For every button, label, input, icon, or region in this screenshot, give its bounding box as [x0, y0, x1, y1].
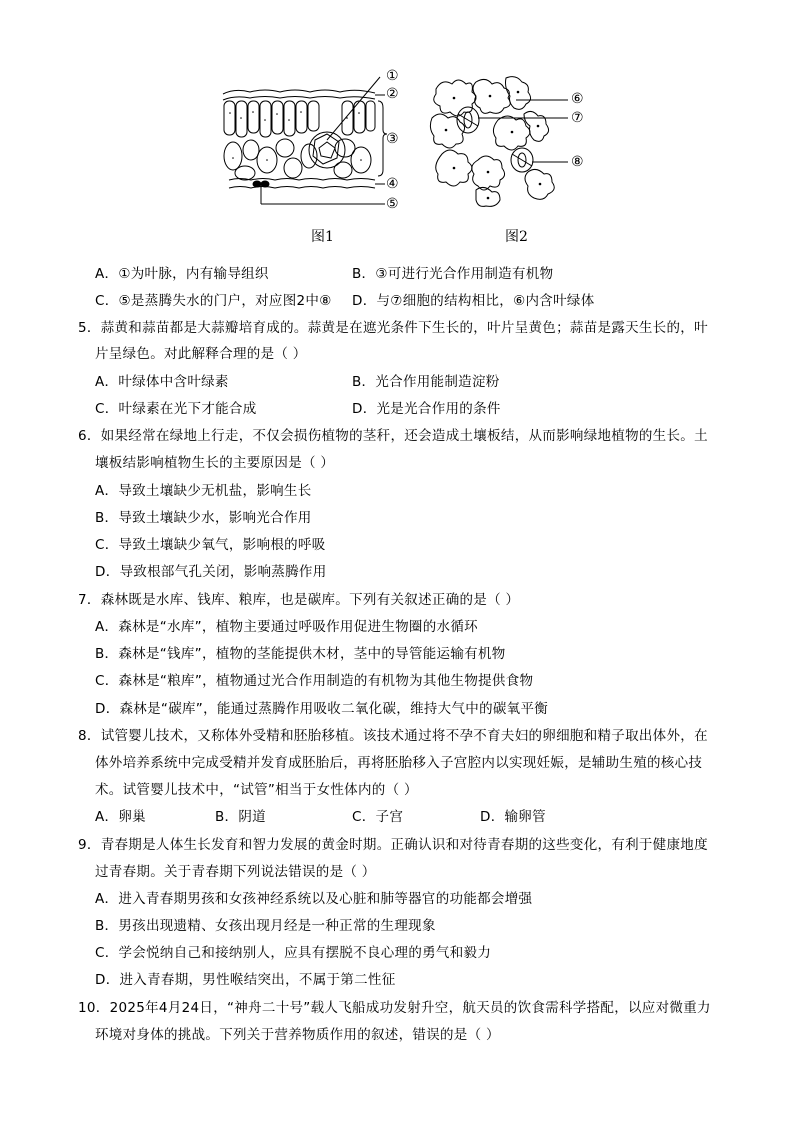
label-6: ⑥	[571, 91, 584, 107]
q6-stem-line-1: 6．如果经常在绿地上行走，不仅会损伤植物的茎秆，还会造成土壤板结，从而影响绿地植物的生长。土	[78, 428, 708, 444]
q9-option-d: D．进入青春期，男性喉结突出，不属于第二性征	[95, 972, 396, 988]
q9-option-b: B．男孩出现遗精、女孩出现月经是一种正常的生理现象	[95, 918, 436, 934]
label-1: ①	[386, 68, 399, 84]
q9-option-c: C．学会悦纳自己和接纳别人，应具有摆脱不良心理的勇气和毅力	[95, 945, 492, 961]
label-7: ⑦	[571, 110, 584, 126]
label-8: ⑧	[571, 154, 584, 170]
figure-2-epidermis-stomata	[428, 74, 578, 209]
q4-option-c: C．⑤是蒸腾失水的门户，对应图2中⑧	[95, 293, 332, 309]
q5-option-c: C．叶绿素在光下才能合成	[95, 401, 257, 417]
q6-option-b: B．导致土壤缺少水，影响光合作用	[95, 510, 312, 526]
q5-option-d: D．光是光合作用的条件	[352, 401, 501, 417]
q8-stem-line-2: 体外培养系统中完成受精并发育成胚胎后，再将胚胎移入子宫腔内以实现妊娠，是辅助生殖的核心技	[95, 755, 703, 771]
figure-2-caption: 图2	[505, 229, 528, 245]
q5-option-a: A．叶绿体中含叶绿素	[95, 374, 229, 390]
q8-option-b: B．阴道	[215, 809, 266, 825]
figure-1-leaf-cross-section	[215, 68, 405, 218]
q10-stem-line-2: 环境对身体的挑战。下列关于营养物质作用的叙述，错误的是（ ）	[95, 1027, 500, 1043]
q6-option-a: A．导致土壤缺少无机盐，影响生长	[95, 483, 312, 499]
q6-option-d: D．导致根部气孔关闭，影响蒸腾作用	[95, 564, 327, 580]
label-3: ③	[386, 131, 399, 147]
q8-option-d: D．输卵管	[480, 809, 546, 825]
q4-option-b: B．③可进行光合作用制造有机物	[352, 266, 554, 282]
q8-stem-line-3: 术。试管婴儿技术中，“试管”相当于女性体内的（ ）	[95, 782, 418, 798]
figure-1-caption: 图1	[311, 229, 334, 245]
q6-stem-line-2: 壤板结影响植物生长的主要原因是（ ）	[95, 455, 335, 471]
q7-option-d: D．森林是“碳库”，能通过蒸腾作用吸收二氧化碳，维持大气中的碳氧平衡	[95, 701, 549, 717]
q10-stem-line-1: 10．2025年4月24日，“神舟二十号”载人飞船成功发射升空，航天员的饮食需科学搭配，以应对微重力	[78, 1000, 711, 1016]
q4-option-a: A．①为叶脉，内有输导组织	[95, 266, 269, 282]
q8-stem-line-1: 8．试管婴儿技术，又称体外受精和胚胎移植。该技术通过将不孕不育夫妇的卵细胞和精子取出体外，在	[78, 728, 708, 744]
label-5: ⑤	[386, 196, 399, 212]
label-2: ②	[386, 86, 399, 102]
q8-option-c: C．子宫	[352, 809, 404, 825]
q4-option-d: D．与⑦细胞的结构相比，⑥内含叶绿体	[352, 293, 595, 309]
q7-stem-line-1: 7．森林既是水库、钱库、粮库，也是碳库。下列有关叙述正确的是（ ）	[78, 592, 520, 608]
q5-stem-line-1: 5．蒜黄和蒜苗都是大蒜瓣培育成的。蒜黄是在遮光条件下生长的，叶片呈黄色；蒜苗是露天生长的，叶	[78, 320, 708, 336]
q9-option-a: A．进入青春期男孩和女孩神经系统以及心脏和肺等器官的功能都会增强	[95, 891, 533, 907]
q5-option-b: B．光合作用能制造淀粉	[352, 374, 500, 390]
label-4: ④	[386, 176, 399, 192]
q8-option-a: A．卵巢	[95, 809, 146, 825]
q9-stem-line-2: 过青春期。关于青春期下列说法错误的是（ ）	[95, 864, 376, 880]
q5-stem-line-2: 片呈绿色。对此解释合理的是（ ）	[95, 346, 307, 362]
q6-option-c: C．导致土壤缺少氧气，影响根的呼吸	[95, 537, 326, 553]
q7-option-c: C．森林是“粮库”，植物通过光合作用制造的有机物为其他生物提供食物	[95, 673, 534, 689]
q7-option-a: A．森林是“水库”，植物主要通过呼吸作用促进生物圈的水循环	[95, 619, 478, 635]
q7-option-b: B．森林是“钱库”，植物的茎能提供木材，茎中的导管能运输有机物	[95, 646, 506, 662]
q9-stem-line-1: 9．青春期是人体生长发育和智力发展的黄金时期。正确认识和对待青春期的这些变化，有利于健康地度	[78, 837, 708, 853]
